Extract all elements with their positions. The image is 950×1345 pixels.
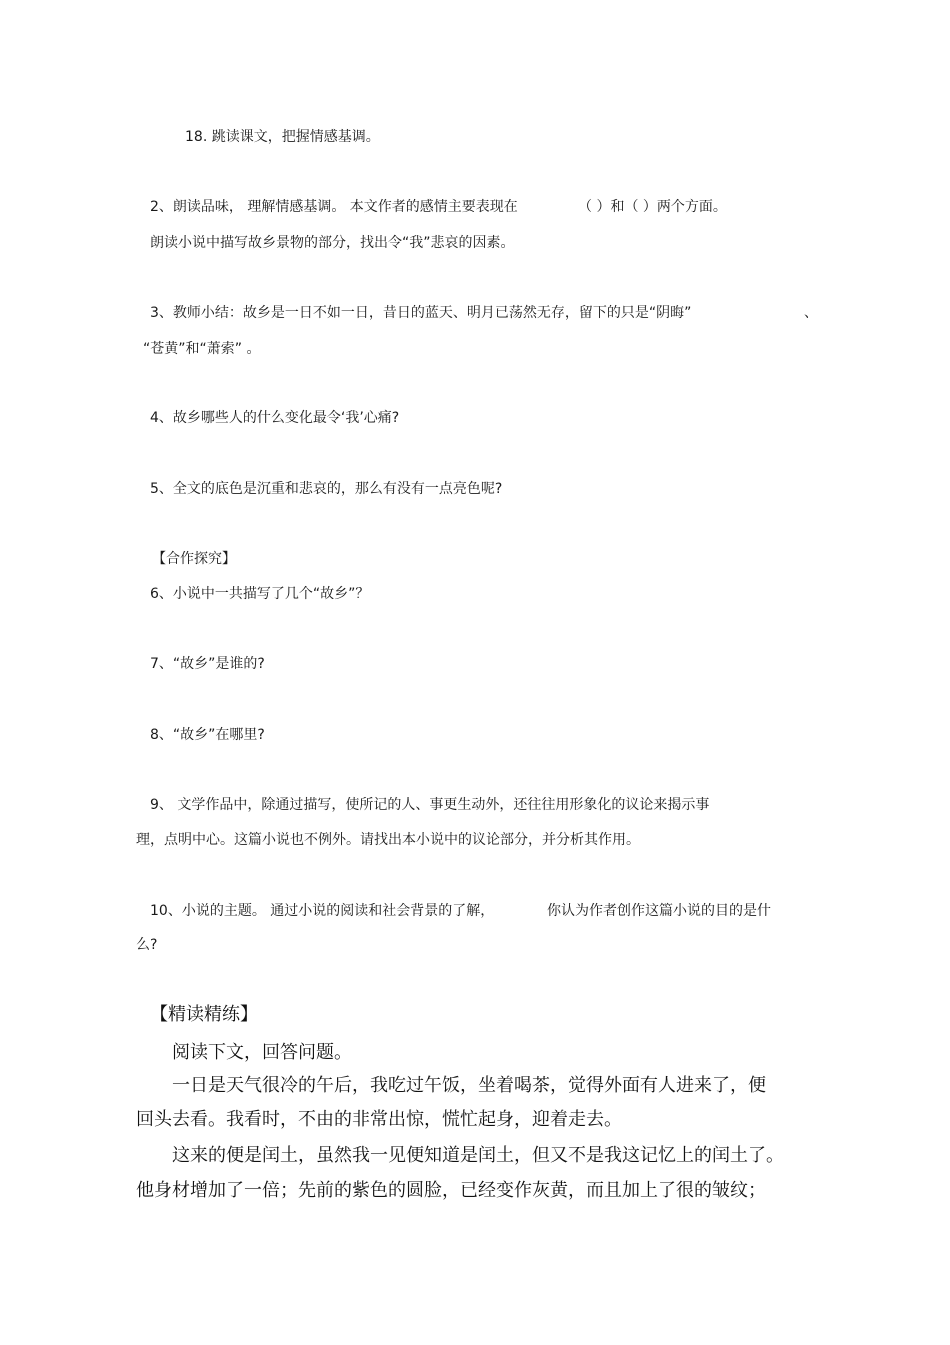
question-9-line-1: 9、 文学作品中，除通过描写，使所记的人、事更生动外，还往往用形象化的议论来揭示事: [150, 797, 710, 813]
question-2-line-2: 朗读小说中描写故乡景物的部分，找出令“我”悲哀的因素。: [150, 235, 515, 251]
question-18: 18. 跳读课文，把握情感基调。: [185, 129, 380, 145]
reading-instruction: 阅读下文，回答问题。: [172, 1042, 352, 1063]
question-9-line-2: 理，点明中心。这篇小说也不例外。请找出本小说中的议论部分，并分析其作用。: [136, 832, 640, 848]
question-5: 5、全文的底色是沉重和悲哀的，那么有没有一点亮色呢?: [150, 481, 503, 497]
question-3-comma: 、: [804, 305, 818, 321]
question-3-line-2: “苍黄”和“萧索” 。: [143, 341, 261, 357]
section-close-reading: 【精读精练】: [150, 1004, 258, 1025]
question-10-line-1b: 你认为作者创作这篇小说的目的是什: [547, 903, 771, 919]
passage-para-2-line-2: 他身材增加了一倍；先前的紫色的圆脸，已经变作灰黄，而且加上了很的皱纹；: [136, 1180, 766, 1201]
passage-para-2-line-1: 这来的便是闰土，虽然我一见便知道是闰土，但又不是我这记忆上的闰土了。: [172, 1145, 784, 1166]
question-7: 7、“故乡”是谁的?: [150, 656, 265, 672]
question-2-line-1: 2、朗读品味， 理解情感基调。 本文作者的感情主要表现在: [150, 199, 518, 215]
question-6: 6、小说中一共描写了几个“故乡”？: [150, 586, 370, 602]
passage-para-1-line-2: 回头去看。我看时，不由的非常出惊，慌忙起身，迎着走去。: [136, 1109, 622, 1130]
question-10-line-1: 10、小说的主题。 通过小说的阅读和社会背景的了解，: [150, 903, 495, 919]
question-10-line-2: 么?: [136, 937, 158, 953]
passage-para-1-line-1: 一日是天气很冷的午后，我吃过午饭，坐着喝茶，觉得外面有人进来了，便: [172, 1075, 766, 1096]
question-2-blanks: （ ）和（ ）两个方面。: [578, 199, 727, 215]
question-3-line-1: 3、教师小结：故乡是一日不如一日，昔日的蓝天、明月已荡然无存，留下的只是“阴晦”: [150, 305, 692, 321]
section-cooperative-inquiry: 【合作探究】: [152, 551, 236, 567]
question-8: 8、“故乡”在哪里?: [150, 727, 265, 743]
question-4: 4、故乡哪些人的什么变化最令‘我’心痛?: [150, 410, 400, 426]
